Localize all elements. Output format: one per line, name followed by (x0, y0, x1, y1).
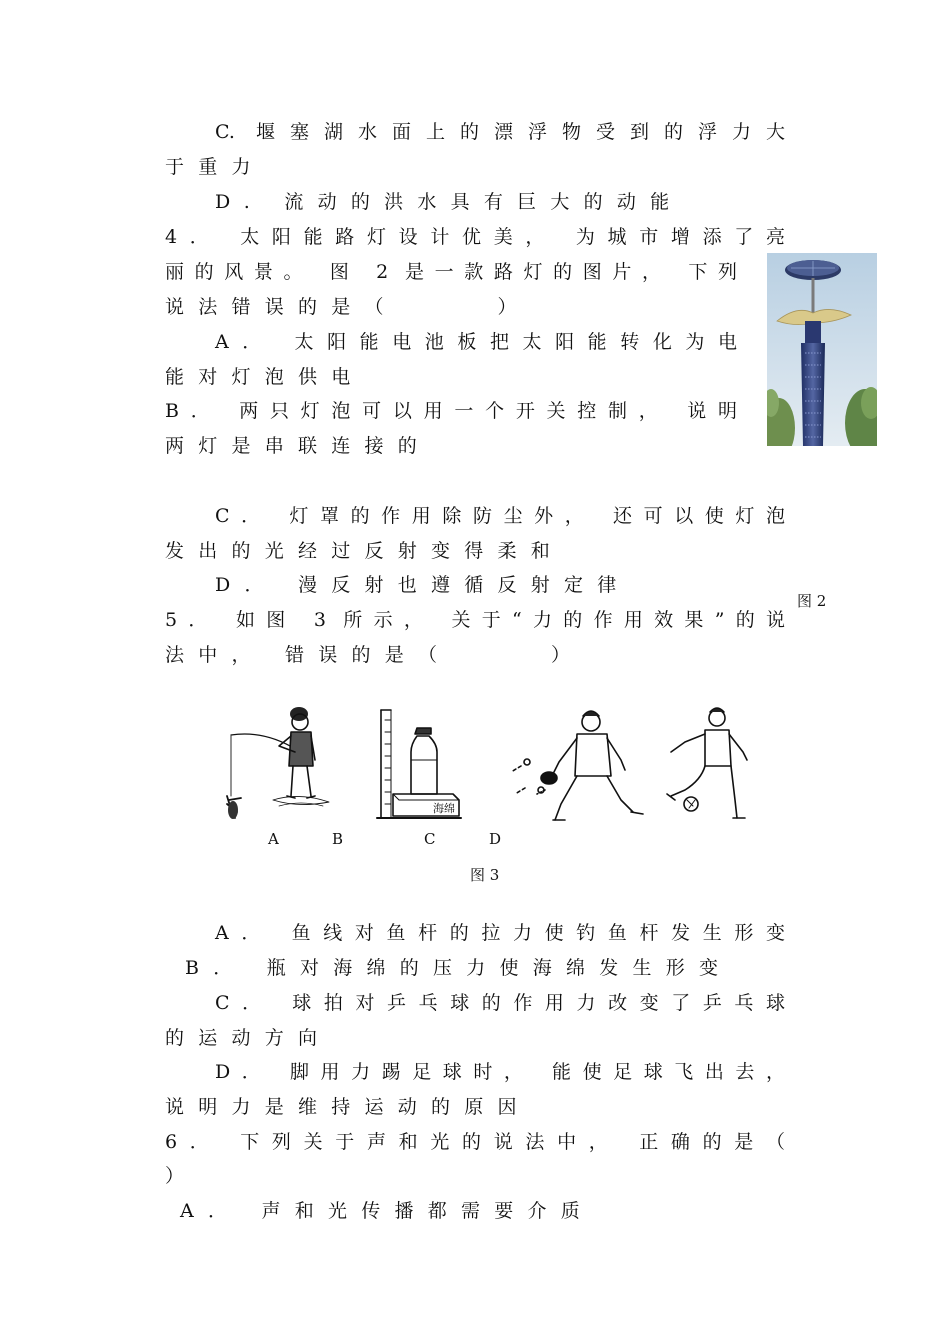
q3-option-d: D. 流动的洪水具有巨大的动能 (215, 191, 684, 213)
q4-stem-line1: 4． 太阳能路灯设计优美， 为城市增添了亮 (165, 226, 785, 248)
solar-street-lamp-photo (767, 253, 877, 446)
q5-stem-line2: 法中， 错误的是（ ） (165, 644, 585, 666)
figure-3-label-b: B (332, 830, 344, 848)
q4-option-b-line1: B． 两只灯泡可以用一个开关控制， 说明 (165, 400, 737, 422)
q6-stem-line2: ） (165, 1165, 199, 1187)
figure-3-illustrations (215, 700, 755, 834)
table-tennis-player-drawing (511, 711, 643, 820)
q3-option-c-line2: 于重力 (165, 156, 265, 178)
q3-option-c-line1: C. 堰塞湖水面上的漂浮物受到的浮力大 (215, 121, 785, 143)
q4-option-a-line1: A． 太阳能电池板把太阳能转化为电 (215, 331, 737, 353)
q4-option-c-line2: 发出的光经过反射变得柔和 (165, 540, 565, 562)
fishing-man-drawing (227, 707, 329, 819)
q4-stem-line2: 丽的风景。 图 2 是一款路灯的图片， 下列 (165, 261, 737, 283)
q4-option-a-line2: 能对灯泡供电 (165, 366, 365, 388)
q4-option-d: D． 漫反射也遵循反射定律 (215, 574, 631, 596)
figure-3-label-a: A (268, 830, 279, 848)
q6-option-a: A． 声和光传播都需要介质 (180, 1200, 595, 1222)
sponge-label: 海绵 (433, 802, 455, 815)
q4-option-b-line2: 两灯是串联连接的 (165, 435, 432, 457)
q5-stem-line1: 5． 如图 3 所示， 关于“力的作用效果”的说 (165, 609, 785, 631)
q5-option-d-line2: 说明力是维持运动的原因 (165, 1096, 531, 1118)
football-player-drawing (667, 708, 747, 818)
q4-stem-line3: 说法错误的是（ ） (165, 296, 531, 318)
q4-option-c-line1: C． 灯罩的作用除防尘外， 还可以使灯泡 (215, 505, 785, 527)
figure-3-label-c: C (424, 830, 436, 848)
q5-option-a: A． 鱼线对鱼杆的拉力使钓鱼杆发生形变 (215, 922, 785, 944)
q5-option-d-line1: D． 脚用力踢足球时， 能使足球飞出去， (215, 1061, 785, 1083)
figure-2-caption: 图 2 (797, 592, 827, 610)
figure-3-label-d: D (489, 830, 502, 848)
figure-3-caption: 图 3 (470, 866, 500, 884)
q6-stem-line1: 6． 下列关于声和光的说法中， 正确的是（ (165, 1131, 785, 1153)
q5-option-b: B． 瓶对海绵的压力使海绵发生形变 (185, 957, 733, 979)
q5-option-c-line2: 的运动方向 (165, 1027, 332, 1049)
q5-option-c-line1: C． 球拍对乒乓球的作用力改变了乒乓球 (215, 992, 785, 1014)
